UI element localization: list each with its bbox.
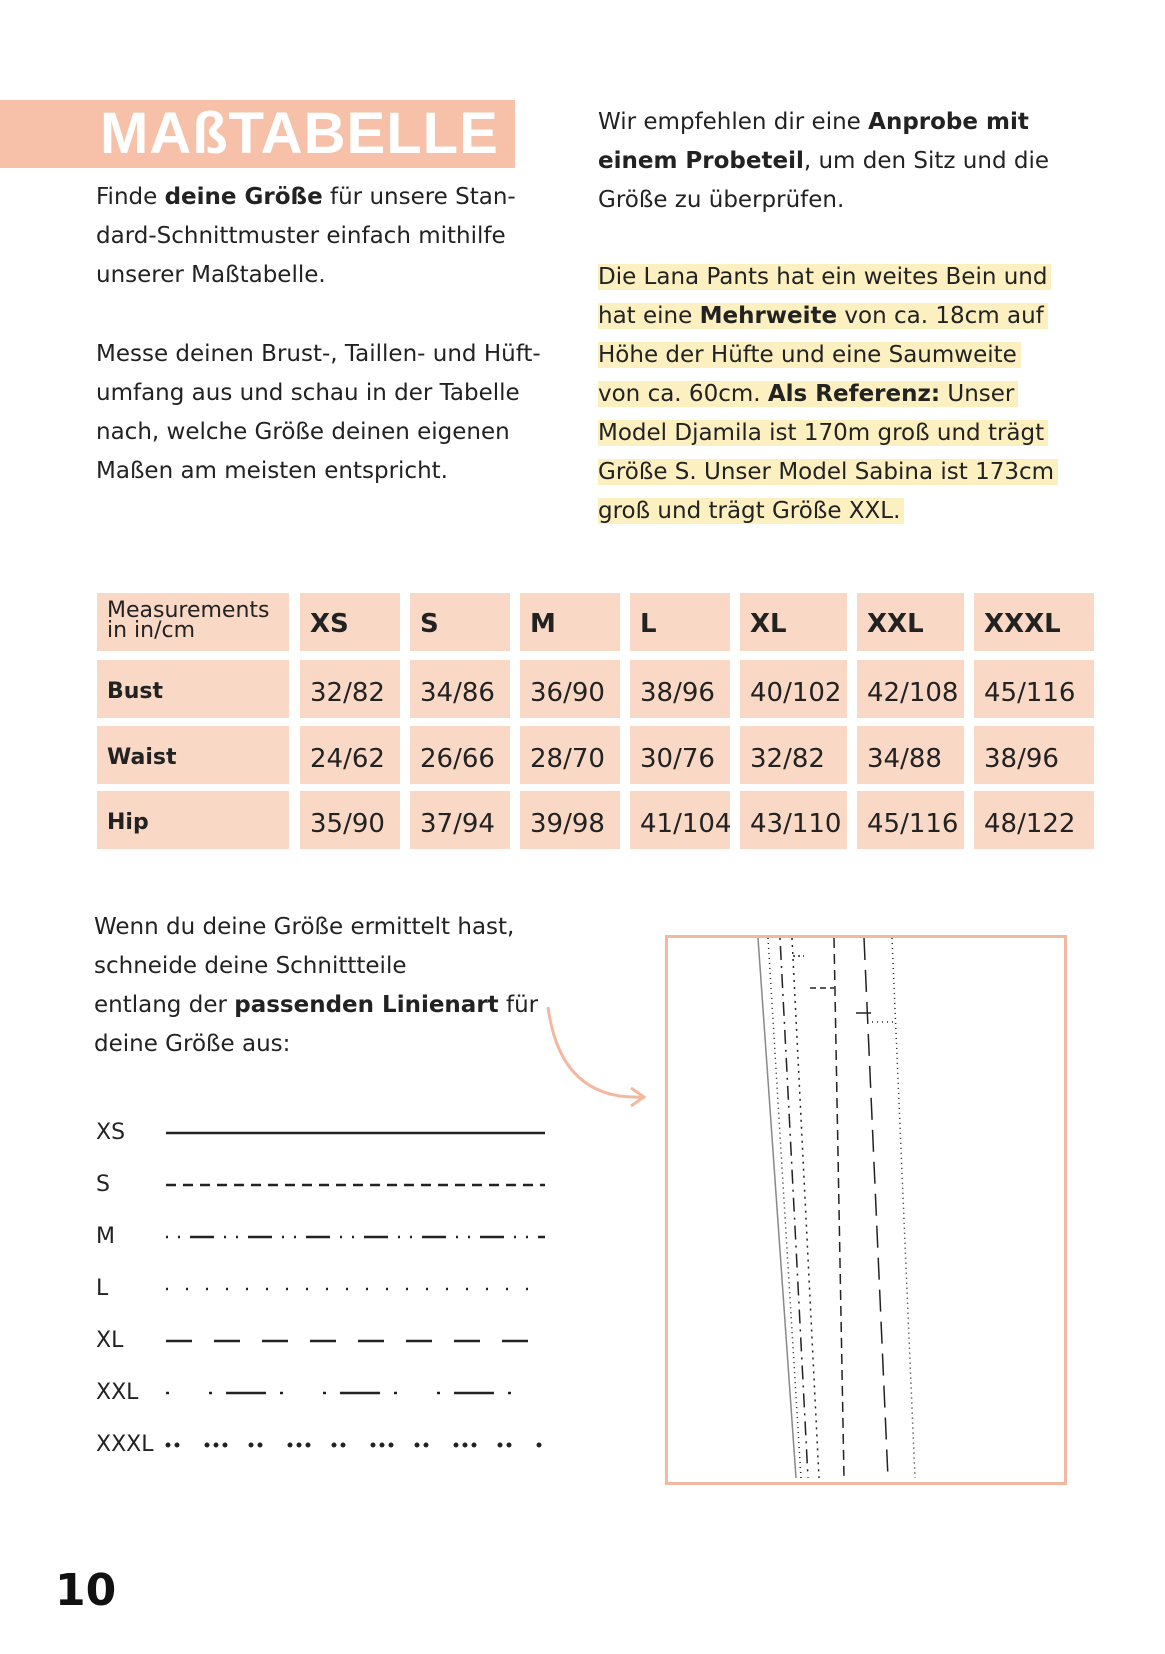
recommendation-text: Wir empfehlen dir eine [598,109,869,135]
size-header-xs: XS [300,593,400,651]
note-text: hat eine [598,303,700,329]
recommendation-bold: einem Probeteil [598,148,804,174]
table-header-label [97,593,289,651]
row-label-waist: Waist [97,726,289,784]
legend-label-xl: XL [96,1328,124,1353]
table-cell: 43/110 [740,791,847,849]
size-header-m: M [520,593,620,651]
table-cell: 38/96 [974,726,1094,784]
note-text: Höhe der Hüfte und eine Saumweite [598,342,1017,368]
note-text: groß und trägt Größe XXL. [598,498,901,524]
page-number: 10 [55,1565,117,1616]
table-cell: 35/90 [300,791,400,849]
size-header-xxl: XXL [857,593,964,651]
instruction-text: entlang der [94,992,235,1018]
table-cell: 39/98 [520,791,620,849]
instruction-text: für [498,992,539,1018]
table-cell: 42/108 [857,660,964,718]
intro-text: umfang aus und schau in der Tabelle [96,380,520,406]
curved-arrow-icon [545,1005,655,1115]
legend-label-m: M [96,1224,115,1249]
legend-label-xs: XS [96,1120,126,1145]
table-cell: 26/66 [410,726,510,784]
fit-recommendation [598,103,1049,220]
highlight-line [598,303,1044,329]
line-style-legend [160,1115,560,1465]
table-cell: 45/116 [974,660,1094,718]
intro-text: nach, welche Größe deinen eigenen [96,419,510,445]
note-bold: Mehrweite [699,303,838,329]
note-text: Größe S. Unser Model Sabina ist 173cm [598,459,1055,485]
table-cell: 28/70 [520,726,620,784]
intro-text: Messe deinen Brust-, Taillen- und Hüft- [96,341,541,367]
instruction-text: schneide deine Schnittteile [94,953,407,979]
cut-instructions [94,908,538,1064]
intro-text: unserer Maßtabelle. [96,262,326,288]
instruction-text: Wenn du deine Größe ermittelt hast, [94,914,515,940]
recommendation-text: , um den Sitz und die [803,148,1050,174]
intro-text: dard-Schnittmuster einfach mithilfe [96,223,506,249]
size-header-xxxl: XXXL [974,593,1094,651]
table-cell: 32/82 [300,660,400,718]
recommendation-text: Größe zu überprüfen. [598,187,845,213]
highlight-line [598,420,1044,446]
intro-paragraph-2 [96,335,541,491]
instruction-text: deine Größe aus: [94,1031,291,1057]
header-label-line: in in/cm [107,618,196,643]
note-text: von ca. 18cm auf [837,303,1044,329]
note-text: Model Djamila ist 170m groß und trägt [598,420,1045,446]
table-cell: 24/62 [300,726,400,784]
legend-label-xxl: XXL [96,1380,139,1405]
note-text: Unser [940,381,1015,407]
header-label-line: Measurements [107,598,270,623]
highlight-line [598,264,1047,290]
highlight-line [598,459,1054,485]
table-cell: 41/104 [630,791,730,849]
table-cell: 36/90 [520,660,620,718]
pattern-lines [668,938,1064,1482]
table-cell: 32/82 [740,726,847,784]
intro-text: Finde [96,184,165,210]
legend-label-xxxl: XXXL [96,1432,154,1457]
legend-label-s: S [96,1172,110,1197]
note-text: von ca. 60cm. [598,381,768,407]
row-label-hip: Hip [97,791,289,849]
table-cell: 30/76 [630,726,730,784]
table-cell: 40/102 [740,660,847,718]
intro-text: Maßen am meisten entspricht. [96,458,448,484]
table-cell: 45/116 [857,791,964,849]
intro-bold: deine Größe [164,184,323,210]
highlight-line [598,498,900,524]
row-label-bust: Bust [97,660,289,718]
pattern-illustration [665,935,1067,1485]
recommendation-bold: Anprobe mit [868,109,1029,135]
page-title: MAßTABELLE [100,101,499,166]
table-cell: 37/94 [410,791,510,849]
note-bold: Als Referenz: [767,381,941,407]
size-header-s: S [410,593,510,651]
legend-label-l: L [96,1276,109,1301]
intro-paragraph-1 [96,178,516,295]
table-cell: 38/96 [630,660,730,718]
table-cell: 34/88 [857,726,964,784]
table-cell: 34/86 [410,660,510,718]
highlighted-note [598,258,1054,531]
intro-text: für unsere Stan- [322,184,516,210]
size-header-xl: XL [740,593,847,651]
highlight-line [598,342,1017,368]
table-cell: 48/122 [974,791,1094,849]
highlight-line [598,381,1014,407]
instruction-bold: passenden Linienart [234,992,499,1018]
size-header-l: L [630,593,730,651]
note-text: Die Lana Pants hat ein weites Bein und [598,264,1048,290]
